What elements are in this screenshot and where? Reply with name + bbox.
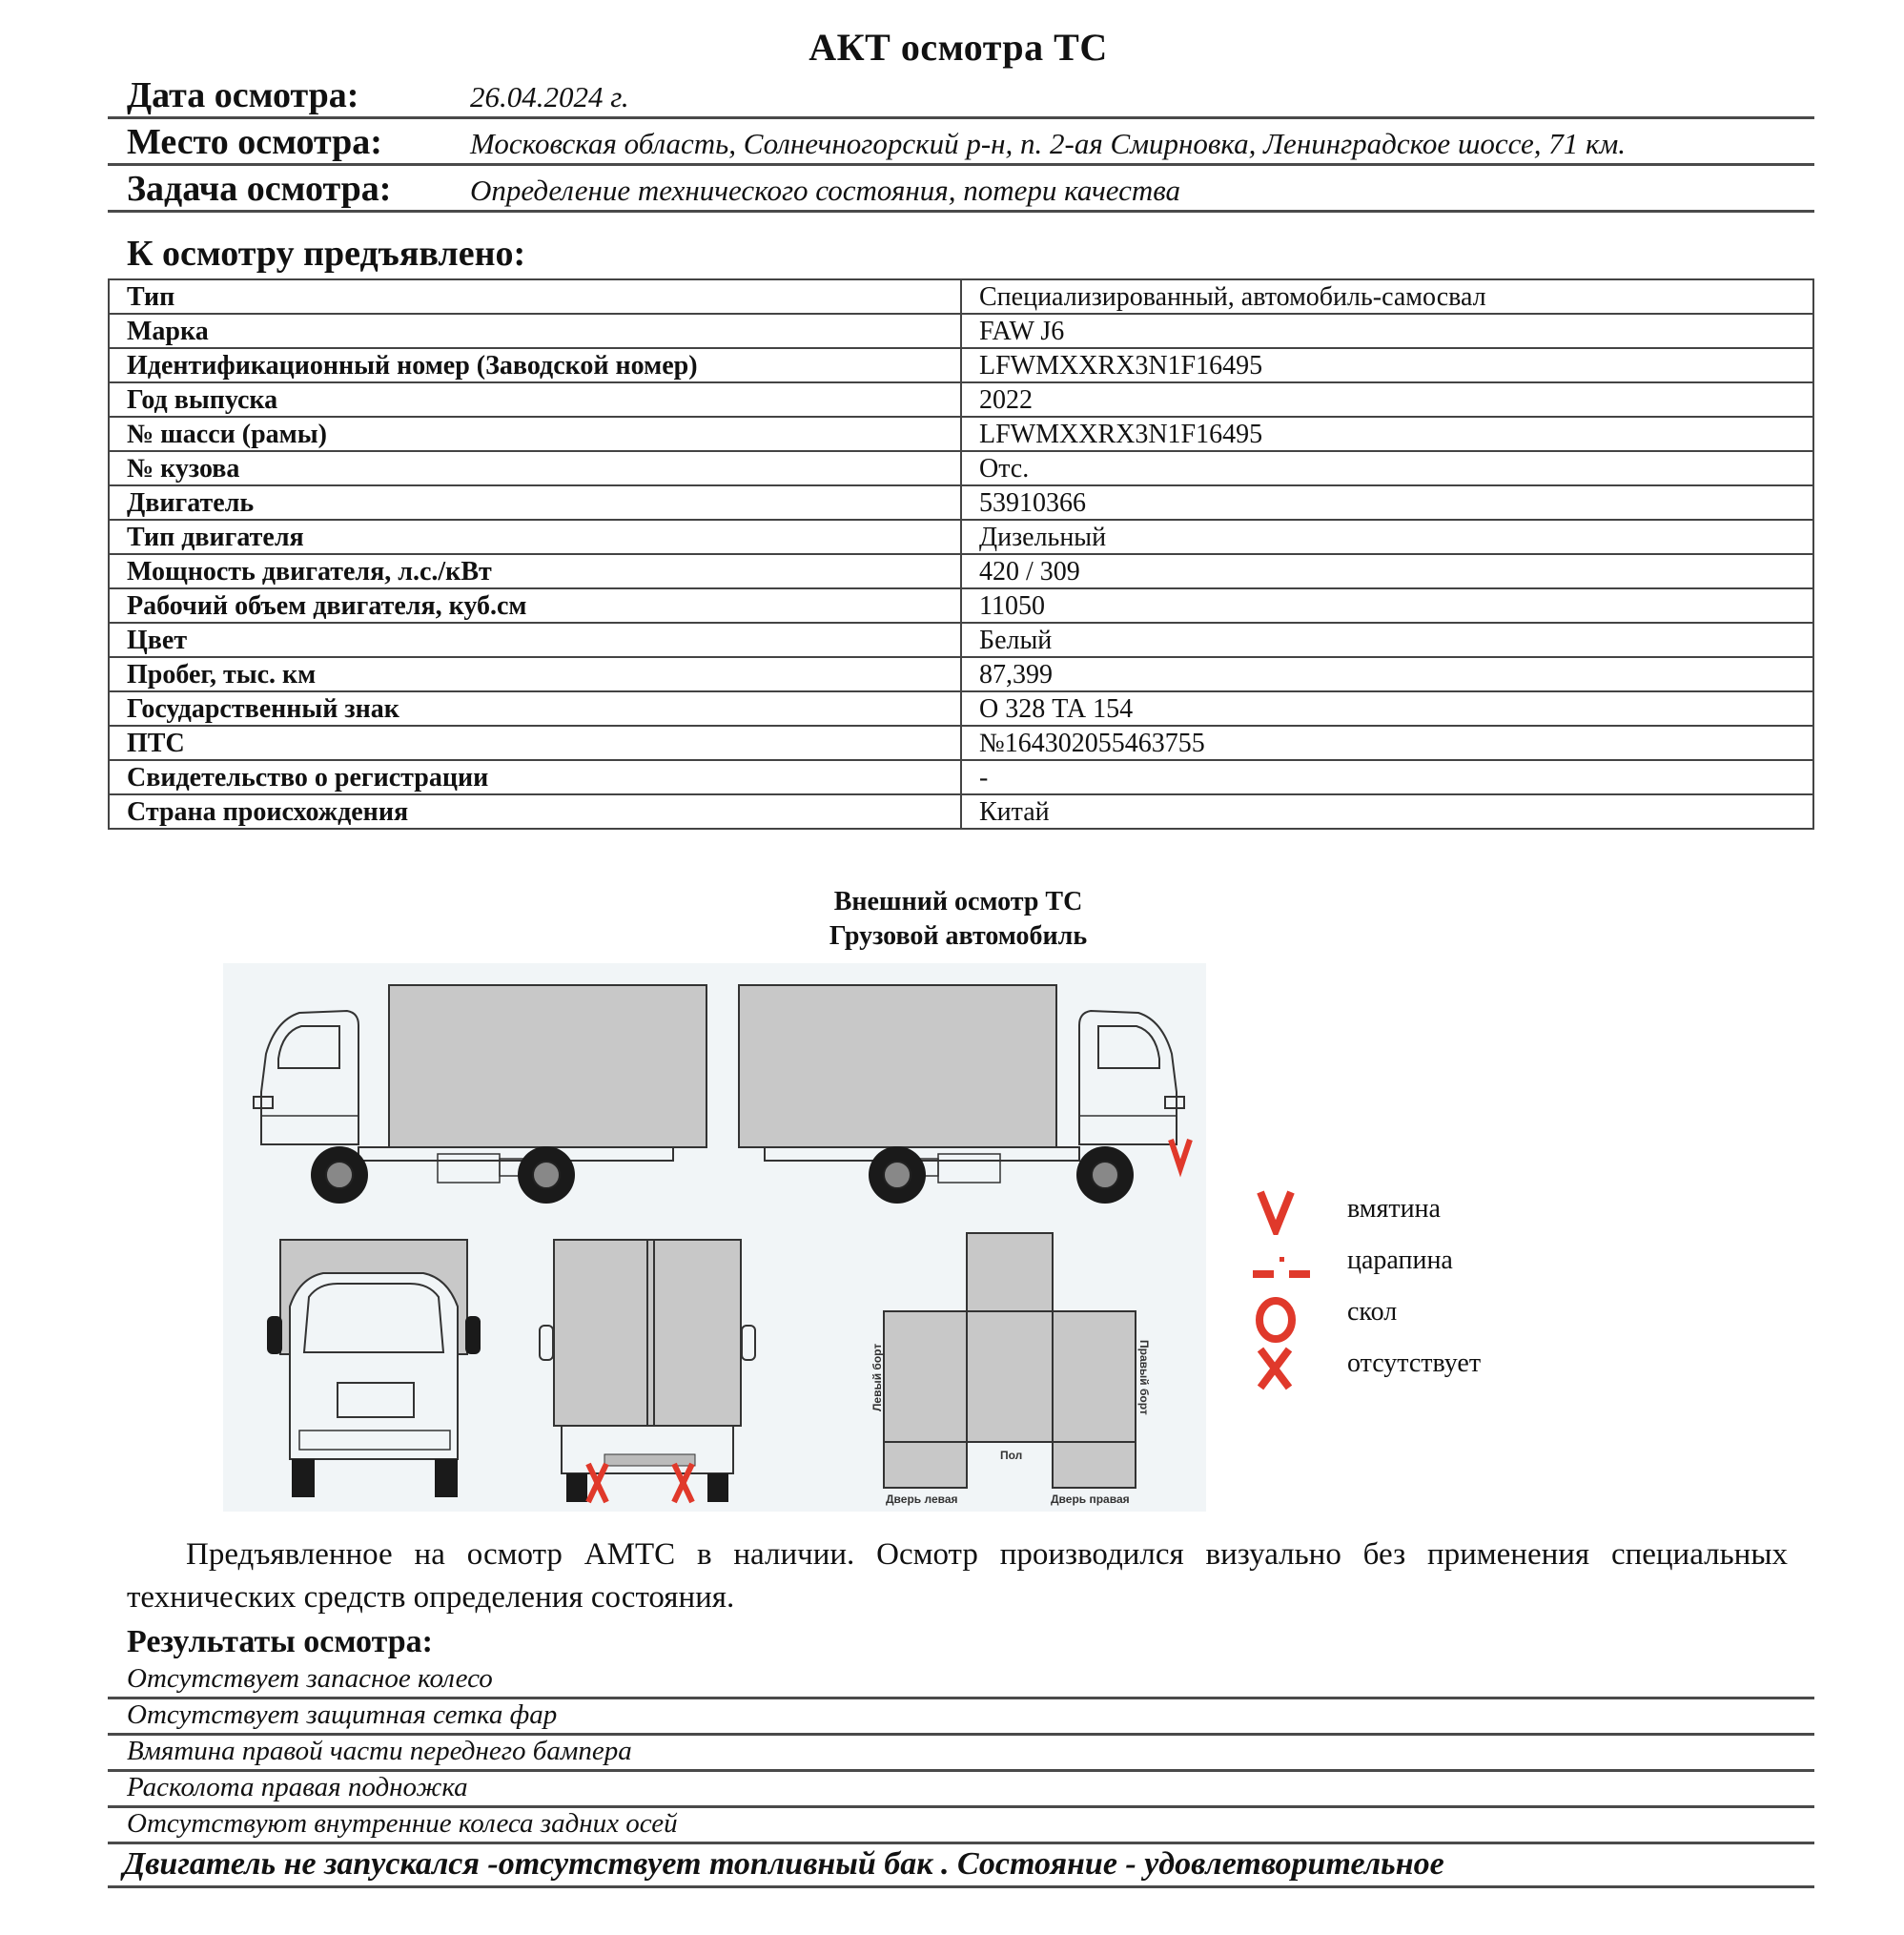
table-row [109,554,1813,588]
property-value: Отс. [961,451,1813,485]
missing-legend-icon [1239,1345,1316,1392]
property-name: Страна происхождения [109,794,961,829]
right-side-label: Правый борт [1137,1340,1151,1415]
property-value: 87,399 [961,657,1813,691]
table-row [109,657,1813,691]
vehicle-damage-diagram [223,963,1206,1512]
conclusion: Двигатель не запускался -отсутствует топливный бак . Состояние - удовлетворительное [123,1846,1444,1882]
truck-side-view-right [739,985,1190,1204]
table-row [109,417,1813,451]
table-row [109,279,1813,314]
result-item: Расколота правая подножка [127,1772,468,1802]
table-row [109,794,1813,829]
divider [108,1885,1814,1888]
legend-chip-label: скол [1347,1297,1398,1327]
dent-mark-icon [1171,1140,1190,1168]
property-name: Цвет [109,623,961,657]
property-name: Свидетельство о регистрации [109,760,961,794]
diagram-subtitle: Грузовой автомобиль [829,921,1088,951]
property-name: Двигатель [109,485,961,520]
table-row [109,451,1813,485]
diagram-title: Внешний осмотр ТС [833,887,1083,916]
property-value: - [961,760,1813,794]
truck-side-view-left [254,985,706,1204]
property-value: LFWMXXRX3N1F16495 [961,417,1813,451]
property-name: Марка [109,314,961,348]
property-name: ПТС [109,726,961,760]
left-side-label: Левый борт [870,1343,884,1411]
result-item: Отсутствуют внутренние колеса задних осей [127,1808,678,1839]
property-value: 420 / 309 [961,554,1813,588]
property-value: Специализированный, автомобиль-самосвал [961,279,1813,314]
table-row [109,760,1813,794]
dent-legend-icon [1239,1187,1316,1235]
property-value: О 328 ТА 154 [961,691,1813,726]
truck-front-view [267,1240,481,1497]
inspection-note-paragraph: Предъявленное на осмотр АМТС в наличии. Осмотр производился визуально без применения специальных технических средств определения состояния. [127,1537,1788,1615]
inspection-task-value: Определение технического состояния, потери качества [470,174,1180,207]
legend-dent-label: вмятина [1347,1194,1441,1224]
vehicle-properties-table [108,278,1814,830]
inspection-date-value: 26.04.2024 г. [470,80,629,113]
property-name: Пробег, тыс. км [109,657,961,691]
table-row [109,726,1813,760]
result-item: Отсутствует запасное колесо [127,1663,493,1694]
table-row [109,485,1813,520]
table-row [109,382,1813,417]
scratch-legend-icon [1239,1240,1316,1287]
divider [108,210,1814,213]
property-name: Идентификационный номер (Заводской номер) [109,348,961,382]
floor-label: Пол [1000,1449,1023,1462]
inspection-date-label: Дата осмотра: [127,75,359,115]
property-name: Рабочий объем двигателя, куб.см [109,588,961,623]
property-value: FAW J6 [961,314,1813,348]
table-row [109,691,1813,726]
property-value: 53910366 [961,485,1813,520]
property-name: Тип [109,279,961,314]
cargo-body-unfolded [870,1233,1151,1506]
door-right-label: Дверь правая [1051,1492,1130,1506]
property-name: Тип двигателя [109,520,961,554]
chip-legend-icon [1239,1297,1316,1345]
property-name: № шасси (рамы) [109,417,961,451]
presented-heading: К осмотру предъявлено: [127,234,526,274]
door-left-label: Дверь левая [886,1492,958,1506]
results-heading: Результаты осмотра: [127,1624,433,1659]
property-name: Год выпуска [109,382,961,417]
property-name: Государственный знак [109,691,961,726]
property-value: LFWMXXRX3N1F16495 [961,348,1813,382]
property-value: №164302055463755 [961,726,1813,760]
property-name: № кузова [109,451,961,485]
property-value: Белый [961,623,1813,657]
table-row [109,348,1813,382]
property-value: Дизельный [961,520,1813,554]
legend-missing-label: отсутствует [1347,1348,1482,1378]
inspection-place-label: Место осмотра: [127,122,382,162]
result-item: Вмятина правой части переднего бампера [127,1736,632,1766]
table-row [109,520,1813,554]
truck-rear-view [540,1240,755,1502]
table-row [109,623,1813,657]
property-value: Китай [961,794,1813,829]
property-value: 11050 [961,588,1813,623]
divider [108,1842,1814,1844]
result-item: Отсутствует защитная сетка фар [127,1699,558,1730]
inspection-place-value: Московская область, Солнечногорский р-н, п. 2-ая Смирновка, Ленинградское шоссе, 71 км. [470,127,1626,160]
inspection-task-label: Задача осмотра: [127,169,392,209]
legend-scratch-label: царапина [1347,1245,1453,1275]
divider [108,116,1814,119]
table-row [109,588,1813,623]
divider [108,163,1814,166]
property-name: Мощность двигателя, л.с./кВт [109,554,961,588]
table-row [109,314,1813,348]
document-title: АКТ осмотра ТС [809,26,1108,69]
property-value: 2022 [961,382,1813,417]
